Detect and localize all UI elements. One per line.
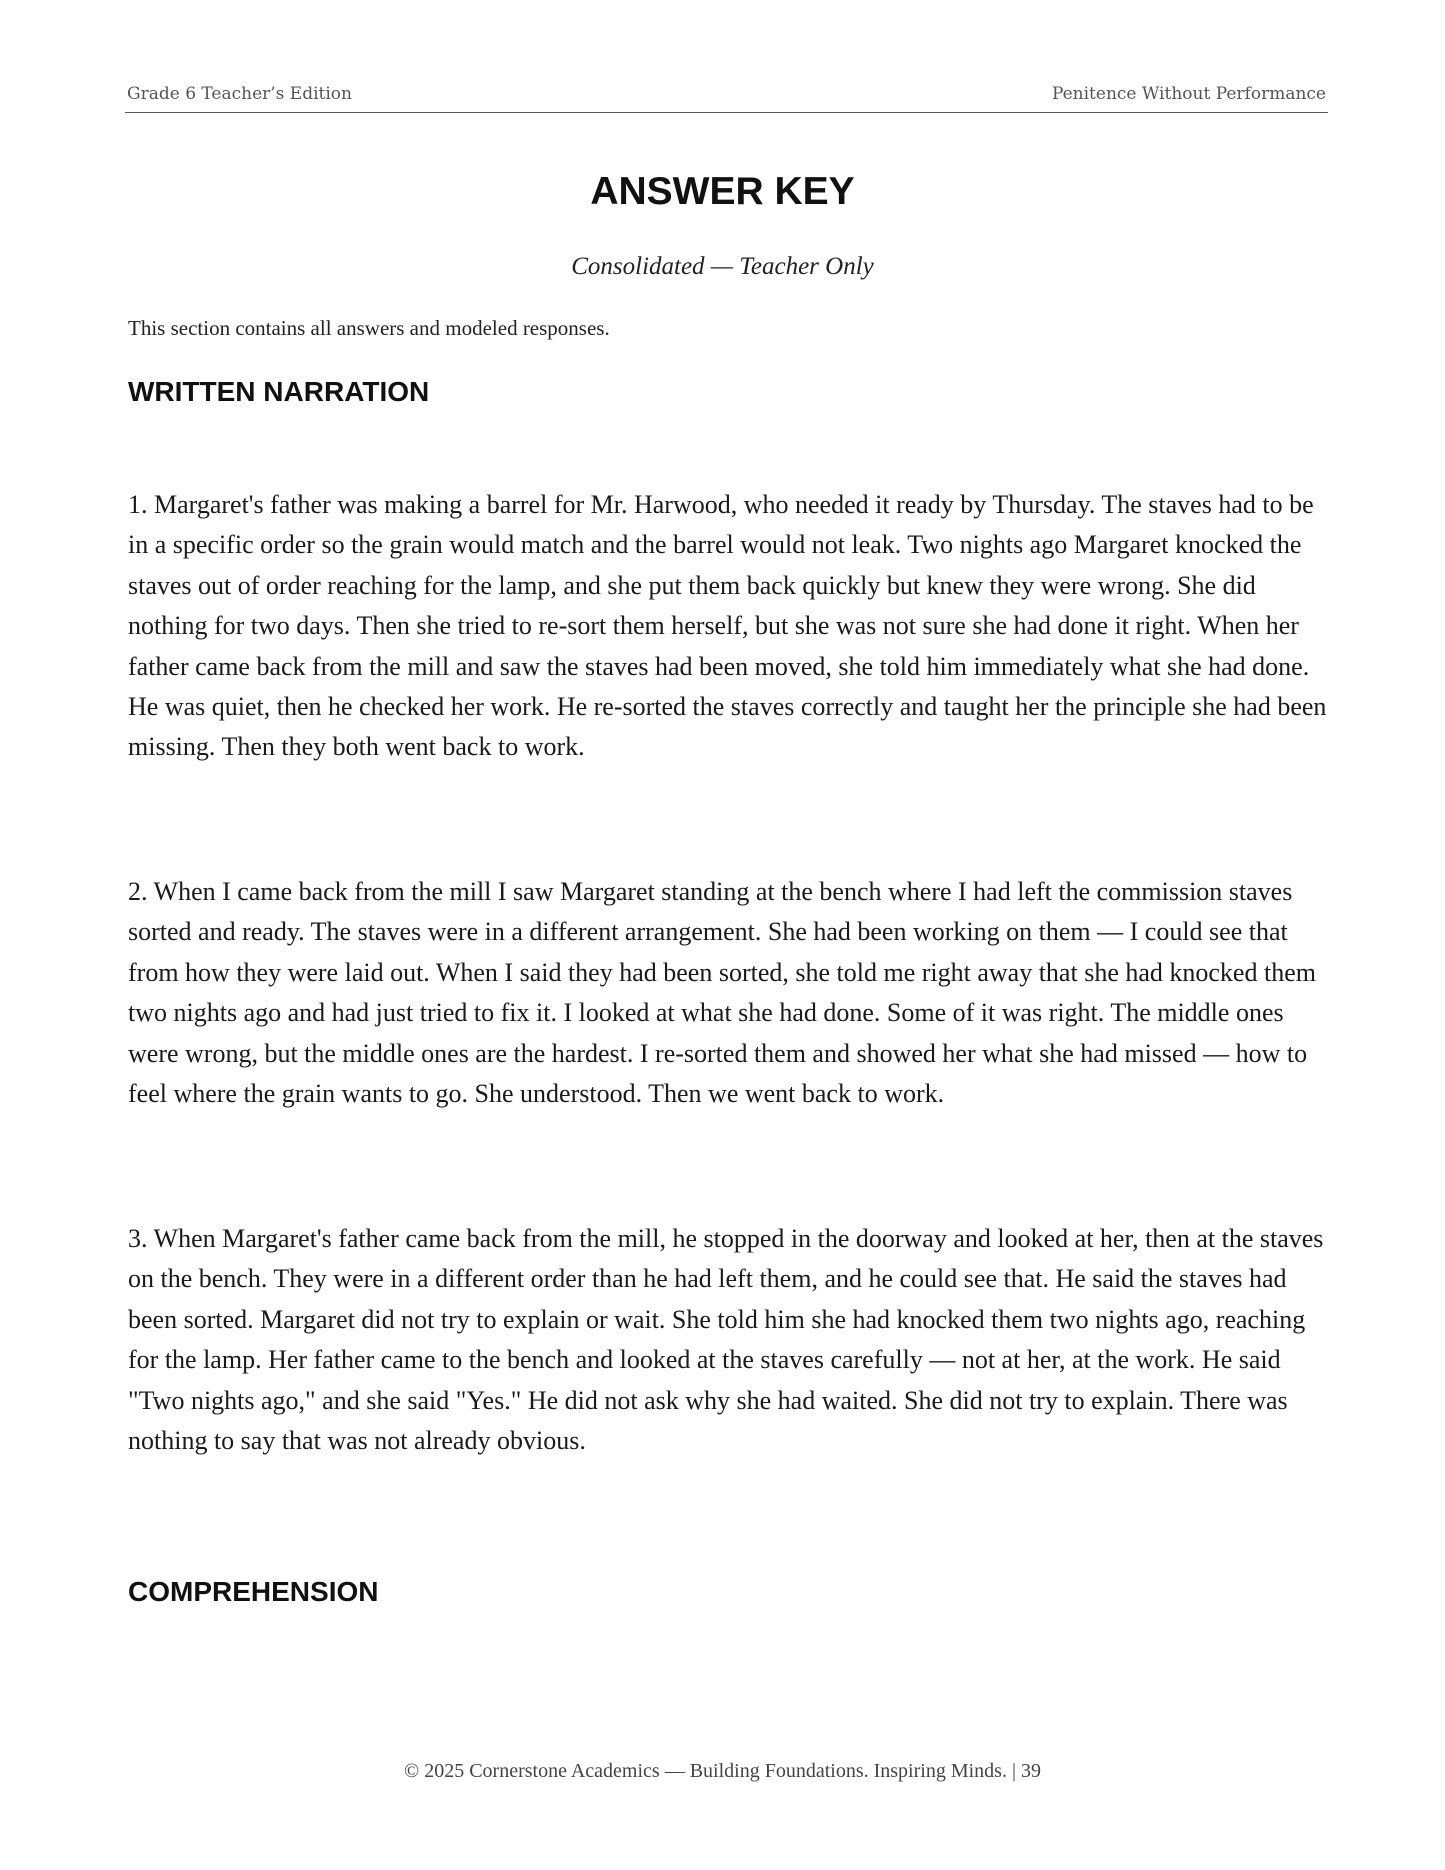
answer-paragraph-1: 1. Margaret's father was making a barrel for Mr. Harwood, who needed it ready by Thursday. The staves had to be in a specific order so the grain would match and the barrel would not leak. Two nights ago Margaret knocked the staves out of order reaching for the lamp, and she put them back quickly but knew they were wrong. She did nothing for two days. Then she tried to re-sort them herself, but she was not sure she had done it right. When her father came back from the mill and saw the staves had been moved, she told him immediately what she had done. He was quiet, then he checked her work. He re-sorted the staves correctly and taught her the principle she had been missing. Then they both went back to work. xyxy=(128,490,1327,762)
page-title: ANSWER KEY xyxy=(590,170,855,213)
section-heading-comprehension: COMPREHENSION xyxy=(128,1576,379,1607)
page-footer: © 2025 Cornerstone Academics — Building Foundations. Inspiring Minds. | 39 xyxy=(404,1760,1041,1782)
running-header xyxy=(125,84,1328,113)
intro-text: This section contains all answers and modeled responses. xyxy=(128,316,610,340)
header-left-text: Grade 6 Teacher’s Edition xyxy=(127,84,352,104)
answer-paragraph-2: 2. When I came back from the mill I saw Margaret standing at the bench where I had left the commission staves sorted and ready. The staves were in a different arrangement. She had been working on them — I could see that from how they were laid out. When I said they had been sorted, she told me right away that she had knocked them two nights ago and had just tried to fix it. I looked at what she had done. Some of it was right. The middle ones were wrong, but the middle ones are the hardest. I re-sorted them and showed her what she had missed — how to feel where the grain wants to go. She understood. Then we went back to work. xyxy=(128,877,1316,1109)
answer-paragraph-3: 3. When Margaret's father came back from the mill, he stopped in the doorway and looked at her, then at the staves on the bench. They were in a different order than he had left them, and he could see that. He said the staves had been sorted. Margaret did not try to explain or wait. She told him she had knocked them two nights ago, reaching for the lamp. Her father came to the bench and looked at the staves carefully — not at her, at the work. He said "Two nights ago," and she said "Yes." He did not ask why she had waited. She did not try to explain. There was nothing to say that was not already obvious. xyxy=(128,1224,1324,1456)
header-right-text: Penitence Without Performance xyxy=(1051,84,1326,104)
section-heading-written-narration: WRITTEN NARRATION xyxy=(128,376,430,407)
page-subtitle: Consolidated — Teacher Only xyxy=(571,253,874,280)
